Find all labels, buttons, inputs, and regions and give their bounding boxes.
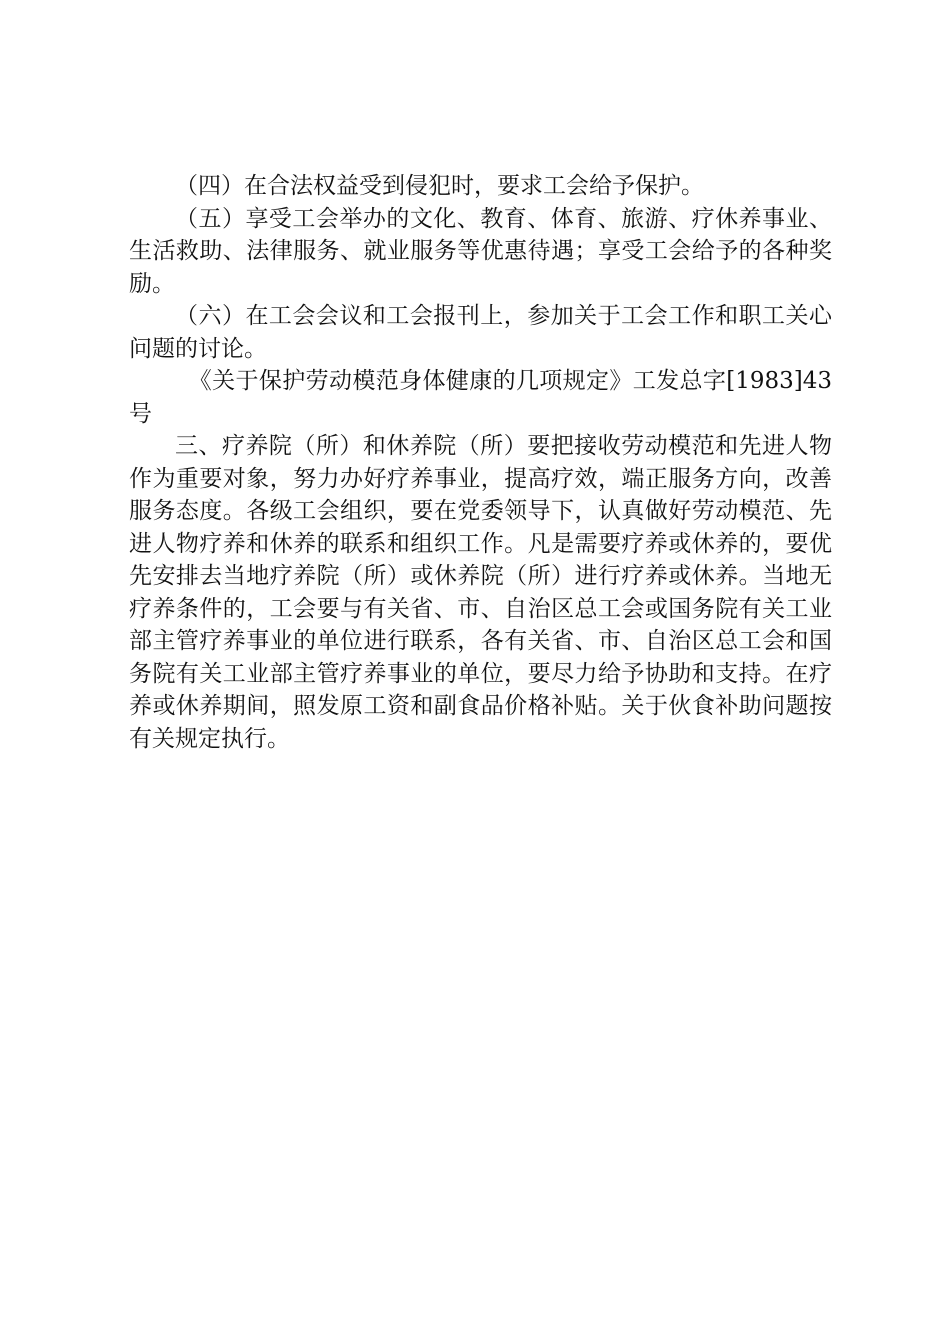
regulation-citation: 《关于保护劳动模范身体健康的几项规定》工发总字[1983]43号 (129, 368, 832, 427)
paragraph-right-six: （六）在工会会议和工会报刊上，参加关于工会工作和职工关心问题的讨论。 (129, 303, 832, 362)
paragraph-right-four: （四）在合法权益受到侵犯时，要求工会给予保护。 (175, 173, 704, 199)
document-page (129, 170, 832, 755)
paragraph-sanatorium-provision: 三、疗养院（所）和休养院（所）要把接收劳动模范和先进人物作为重要对象，努力办好疗养事业，提高疗效，端正服务方向，改善服务态度。各级工会组织，要在党委领导下，认真做好劳动模范、先进人物疗养和休养的联系和组织工作。凡是需要疗养或休养的，要优先安排去当地疗养院（所）或休养院（所）进行疗养或休养。当地无疗养条件的，工会要与有关省、市、自治区总工会或国务院有关工业部主管疗养事业的单位进行联系，各有关省、市、自治区总工会和国务院有关工业部主管疗养事业的单位，要尽力给予协助和支持。在疗养或休养期间，照发原工资和副食品价格补贴。关于伙食补助问题按有关规定执行。 (129, 433, 832, 752)
paragraph-right-five: （五）享受工会举办的文化、教育、体育、旅游、疗休养事业、生活救助、法律服务、就业服务等优惠待遇；享受工会给予的各种奖励。 (129, 205, 832, 297)
